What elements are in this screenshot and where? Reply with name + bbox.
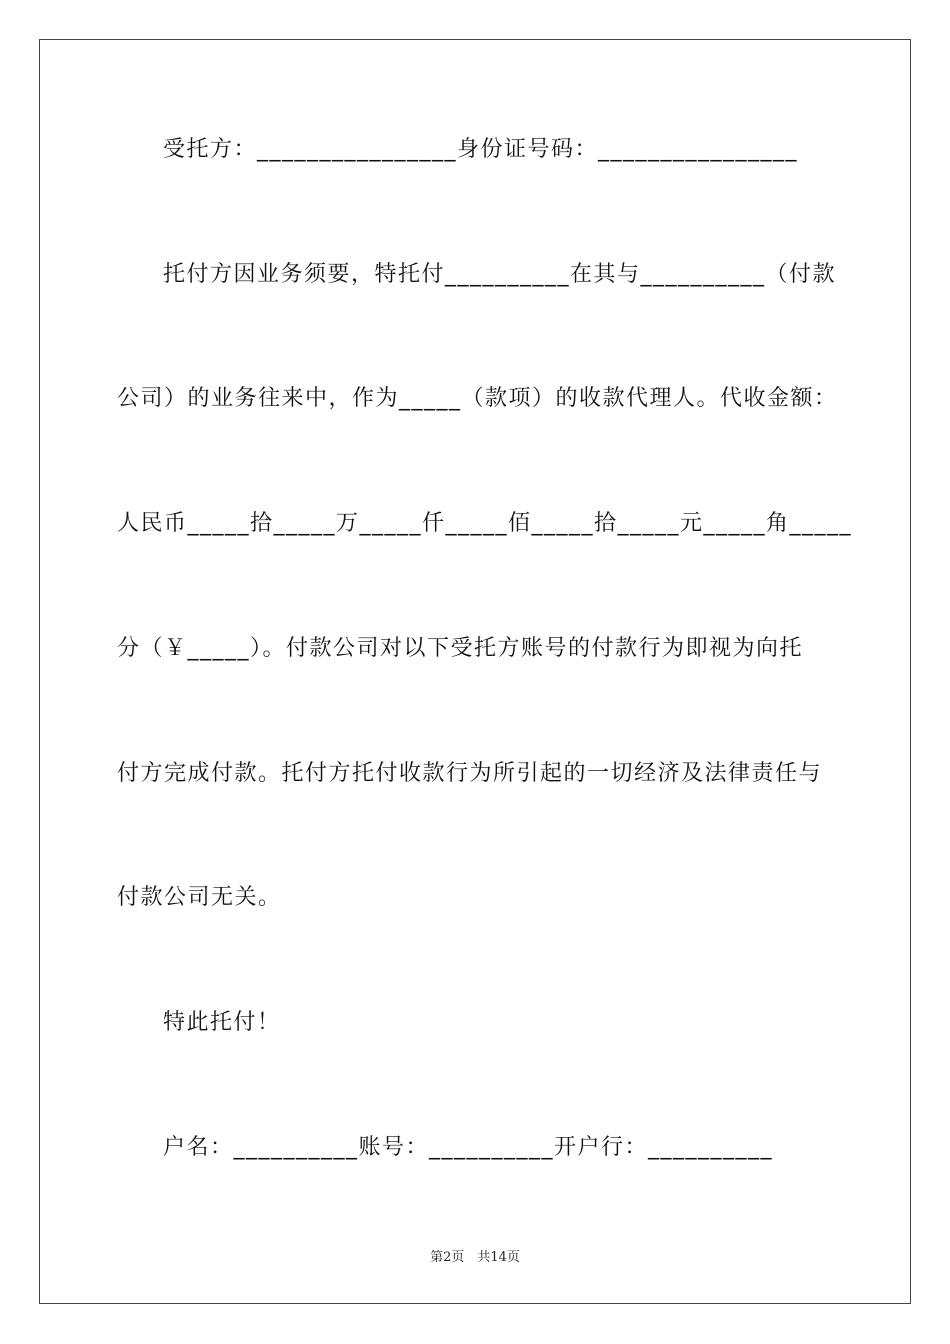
page-border xyxy=(39,39,911,1304)
paragraph-line-5: 付方完成付款。托付方托付收款行为所引起的一切经济及法律责任与 xyxy=(117,761,823,786)
paragraph-line-6: 付款公司无关。 xyxy=(117,885,282,910)
page-footer: 第2页 共14页 xyxy=(430,1250,520,1265)
trustee-line: 受托方：________________身份证号码：________________ xyxy=(163,137,799,162)
paragraph-line-2: 公司）的业务往来中，作为_____（款项）的收款代理人。代收金额： xyxy=(117,386,838,411)
paragraph-line-4: 分（￥_____）。付款公司对以下受托方账号的付款行为即视为向托 xyxy=(117,636,804,661)
account-line: 户名：__________账号：__________开户行：__________ xyxy=(163,1135,774,1160)
closing-line: 特此托付！ xyxy=(163,1010,281,1035)
paragraph-line-1: 托付方因业务须要，特托付__________在其与__________（付款 xyxy=(163,262,837,287)
amount-line: 人民币_____拾_____万_____仟_____佰_____拾_____元_____角_____ xyxy=(117,511,853,536)
